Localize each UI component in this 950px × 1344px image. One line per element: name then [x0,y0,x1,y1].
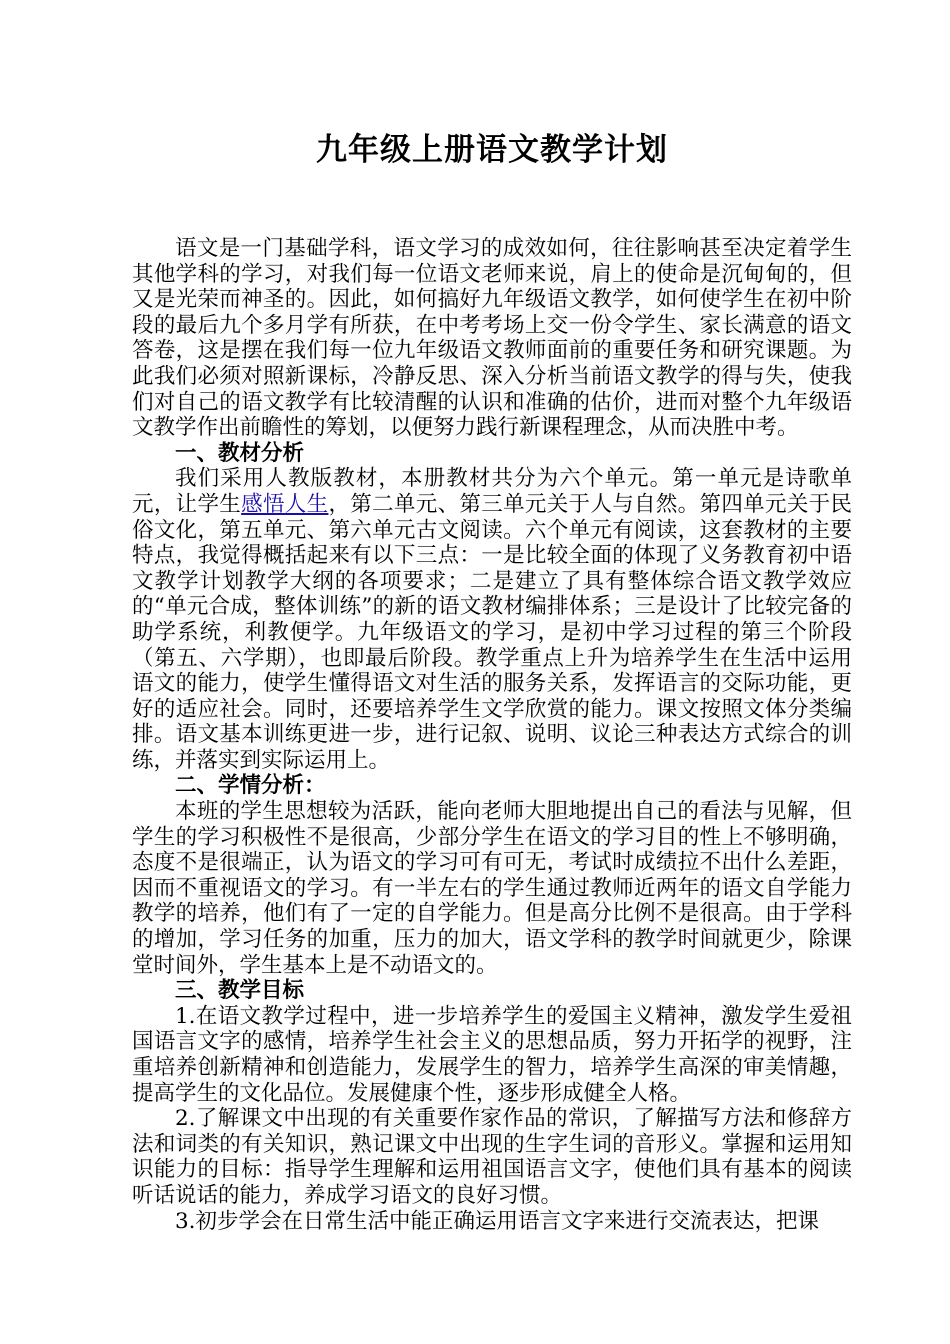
textbook-analysis-text-1: 我们采用人教版教材，本册教材共分为六个单元。第一单元是诗歌单元，让学生 [132,466,852,517]
section-heading-textbook-analysis: 一、教材分析 [175,440,305,466]
teaching-goal-item-3: 3.初步学会在日常生活中能正确运用语言文字来进行交流表达，把课 [175,1208,820,1234]
document-body [132,236,852,1234]
student-analysis-paragraph: 本班的学生思想较为活跃，能向老师大胆地提出自己的看法与见解，但学生的学习积极性不是很高，少部分学生在语文的学习目的性上不够明确，态度不是很端正，认为语文的学习可有可无，考试时成绩拉不出什么差距，因而不重视语文的学习。有一半左右的学生通过教师近两年的语文自学能力教学的培养，他们有了一定的自学能力。但是高分比例不是很高。由于学科的增加，学习任务的加重，压力的加大，语文学科的教学时间就更少，除课堂时间外，学生基本上是不动语文的。 [132,799,852,978]
textbook-analysis-paragraph [132,466,852,773]
ganwu-rensheng-link[interactable]: 感悟人生 [241,491,329,517]
teaching-goal-item-2: 2.了解课文中出现的有关重要作家作品的常识，了解描写方法和修辞方法和词类的有关知识，熟记课文中出现的生字生词的音形义。掌握和运用知识能力的目标：指导学生理解和运用祖国语言文字，使他们具有基本的阅读听话说话的能力，养成学习语文的良好习惯。 [132,1106,852,1208]
textbook-analysis-text-2: ，第二单元、第三单元关于人与自然。第四单元关于民俗文化，第五单元、第六单元古文阅读。六个单元有阅读，这套教材的主要特点，我觉得概括起来有以下三点：一是比较全面的体现了义务教育初中语文教学计划教学大纲的各项要求；二是建立了具有整体综合语文教学效应的“单元合成，整体训练”的新的语文教材编排体系；三是设计了比较完备的助学系统，利教便学。九年级语文的学习，是初中学习过程的第三个阶段（第五、六学期），也即最后阶段。教学重点上升为培养学生在生活中运用语文的能力，使学生懂得语文对生活的服务关系，发挥语言的交际功能，更好的适应社会。同时，还要培养学生文学欣赏的能力。课文按照文体分类编排。语文基本训练更进一步，进行记叙、说明、议论三种表达方式综合的训练，并落实到实际运用上。 [132,491,852,773]
intro-paragraph: 语文是一门基础学科，语文学习的成效如何，往往影响甚至决定着学生其他学科的学习，对我们每一位语文老师来说，肩上的使命是沉甸甸的，但又是光荣而神圣的。因此，如何搞好九年级语文教学，如何使学生在初中阶段的最后九个多月学有所获，在中考考场上交一份令学生、家长满意的语文答卷，这是摆在我们每一位九年级语文教师面前的重要任务和研究课题。为此我们必须对照新课标，冷静反思、深入分析当前语文教学的得与失，使我们对自己的语文教学有比较清醒的认识和准确的估价，进而对整个九年级语文教学作出前瞻性的筹划，以便努力践行新课程理念，从而决胜中考。 [132,236,852,441]
teaching-goal-item-1: 1.在语文教学过程中，进一步培养学生的爱国主义精神，激发学生爱祖国语言文字的感情，培养学生社会主义的思想品质，努力开拓学的视野，注重培养创新精神和创造能力，发展学生的智力，培养学生高深的审美情趣，提高学生的文化品位。发展健康个性，逐步形成健全人格。 [132,1003,852,1106]
section-heading-teaching-goals: 三、教学目标 [175,978,305,1004]
document-page [132,120,852,1234]
section-heading-student-analysis: 二、学情分析： [175,773,326,799]
document-title: 九年级上册语文教学计划 [316,132,668,168]
